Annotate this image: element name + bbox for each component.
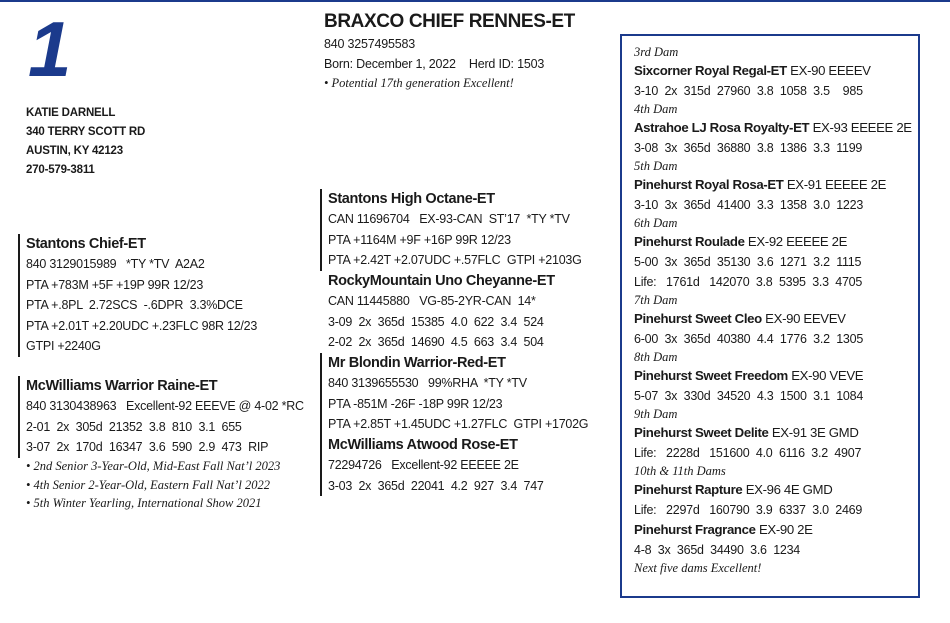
- dam-generation-label: 3rd Dam: [634, 45, 679, 59]
- sire-sire-line: PTA +2.42T +2.07UDC +.57FLC GTPI +2103G: [328, 253, 582, 267]
- lot-number: 1: [28, 5, 72, 93]
- dam-entry-name: Pinehurst Sweet Cleo: [634, 311, 762, 326]
- dam-sire-name: Mr Blondin Warrior-Red-ET: [328, 355, 506, 371]
- owner-city: AUSTIN, KY 42123: [26, 145, 123, 157]
- sire-line: 840 3129015989 *TY *TV A2A2: [26, 257, 205, 271]
- animal-name: BRAXCO CHIEF RENNES-ET: [324, 11, 575, 32]
- dam-dam-block: [320, 435, 544, 496]
- dam-entry: [634, 175, 918, 195]
- dam-line: 2-01 2x 305d 21352 3.8 810 3.1 655: [26, 419, 242, 434]
- dam-entry: [634, 61, 918, 81]
- dam-generation-label: 10th & 11th Dams: [634, 464, 726, 478]
- sire-line: GTPI +2240G: [26, 339, 101, 353]
- dam-sire-block: [320, 353, 588, 435]
- dam-sire-line: PTA -851M -26F -18P 99R 12/23: [328, 396, 503, 411]
- sire-line: PTA +2.01T +2.20UDC +.23FLC 98R 12/23: [26, 318, 258, 333]
- dam-show-note: • 4th Senior 2-Year-Old, Eastern Fall Nat’l 2022: [26, 477, 270, 492]
- dam-entry: [634, 118, 918, 138]
- owner-address: 340 TERRY SCOTT RD: [26, 126, 146, 138]
- dam-entry-score: EX-90 EEVEV: [765, 311, 846, 326]
- sire-dam-block: [320, 271, 555, 353]
- dam-entry-record: Life: 2297d 160790 3.9 6337 3.0 2469: [634, 503, 863, 517]
- dam-show-note: • 5th Winter Yearling, International Show 2021: [26, 496, 262, 510]
- sire-sire-block: [320, 189, 582, 271]
- dam-entry-record: Life: 2228d 151600 4.0 6116 3.2 4907: [634, 446, 862, 460]
- sire-dam-line: 3-09 2x 365d 15385 4.0 622 3.4 524: [328, 314, 544, 329]
- sire-sire-name: Stantons High Octane-ET: [328, 191, 495, 207]
- sire-line: PTA +783M +5F +19P 99R 12/23: [26, 277, 204, 292]
- dam-entry-name: Pinehurst Roulade: [634, 234, 745, 249]
- dam-entry-name: Pinehurst Sweet Delite: [634, 425, 769, 440]
- sire-sire-line: CAN 11696704 EX-93-CAN ST’17 *TY *TV: [328, 212, 570, 226]
- owner-name: KATIE DARNELL: [26, 107, 116, 119]
- dam-dam-line: 3-03 2x 365d 22041 4.2 927 3.4 747: [328, 478, 544, 493]
- dam-entry-name: Astrahoe LJ Rosa Royalty-ET: [634, 120, 810, 135]
- sire-sire-line: PTA +1164M +9F +16P 99R 12/23: [328, 232, 511, 247]
- dam-entry-score: EX-92 EEEEE 2E: [747, 234, 848, 249]
- dam-entry-name: Sixcorner Royal Regal-ET: [634, 63, 787, 78]
- dam-entry-record: 3-10 2x 315d 27960 3.8 1058 3.5 985: [634, 84, 863, 98]
- maternal-line-box: [620, 34, 920, 598]
- dam-entry-record: 5-00 3x 365d 35130 3.6 1271 3.2 1115: [634, 255, 862, 269]
- dam-block: [18, 376, 304, 458]
- sire-dam-name: RockyMountain Uno Cheyanne-ET: [328, 273, 555, 289]
- dam-sire-line: 840 3139655530 99%RHA *TY *TV: [328, 376, 527, 390]
- footer-note: Next five dams Excellent!: [634, 561, 762, 575]
- dam-generation-label: 8th Dam: [634, 350, 678, 364]
- dam-entry-score: EX-91 3E GMD: [771, 425, 859, 440]
- animal-header: [324, 10, 575, 92]
- dam-entry: [634, 232, 918, 252]
- top-rule: [0, 0, 950, 2]
- dam-generation-label: 9th Dam: [634, 407, 678, 421]
- sire-block: [18, 234, 257, 357]
- dam-entry-name: Pinehurst Fragrance: [634, 522, 756, 537]
- dam-entry: [634, 520, 918, 540]
- dam-show-note: • 2nd Senior 3-Year-Old, Mid-East Fall Nat’l 2023: [26, 459, 281, 473]
- dam-entry-score: EX-90 2E: [758, 522, 813, 537]
- dam-entry: [634, 309, 918, 329]
- dam-generation-label: 4th Dam: [634, 102, 678, 116]
- dam-entry-record: 3-08 3x 365d 36880 3.8 1386 3.3 1199: [634, 141, 863, 155]
- owner-phone: 270-579-3811: [26, 164, 95, 176]
- sire-dam-line: CAN 11445880 VG-85-2YR-CAN 14*: [328, 294, 536, 308]
- dam-line: 3-07 2x 170d 16347 3.6 590 2.9 473 RIP: [26, 440, 269, 454]
- dam-entry-name: Pinehurst Royal Rosa-ET: [634, 177, 784, 192]
- dam-entry-name: Pinehurst Sweet Freedom: [634, 368, 788, 383]
- dam-entry-record: 5-07 3x 330d 34520 4.3 1500 3.1 1084: [634, 389, 864, 403]
- dam-generation-label: 5th Dam: [634, 159, 678, 173]
- dam-entry-score: EX-90 EEEEV: [790, 63, 871, 78]
- dam-entry-score: EX-91 EEEEE 2E: [786, 177, 887, 192]
- animal-registration: 840 3257495583: [324, 37, 416, 51]
- dam-entry: [634, 366, 918, 386]
- sire-line: PTA +.8PL 2.72SCS -.6DPR 3.3%DCE: [26, 298, 243, 312]
- dam-line: 840 3130438963 Excellent-92 EEEVE @ 4-02 *RC: [26, 399, 304, 413]
- sire-dam-line: 2-02 2x 365d 14690 4.5 663 3.4 504: [328, 335, 544, 349]
- dam-name: McWilliams Warrior Raine-ET: [26, 378, 218, 394]
- dam-entry-record: 3-10 3x 365d 41400 3.3 1358 3.0 1223: [634, 198, 864, 212]
- dam-entry-score: EX-93 EEEEE 2E: [812, 120, 912, 135]
- dam-generation-label: 6th Dam: [634, 216, 678, 230]
- dam-entry: [634, 423, 918, 443]
- animal-note: • Potential 17th generation Excellent!: [324, 76, 514, 90]
- animal-born: Born: December 1, 2022 Herd ID: 1503: [324, 57, 545, 71]
- dam-entry-score: EX-90 VEVE: [787, 368, 864, 383]
- dam-entry-score: EX-96 4E GMD: [745, 482, 833, 497]
- sire-name: Stantons Chief-ET: [26, 236, 146, 252]
- dam-sire-line: PTA +2.85T +1.45UDC +1.27FLC GTPI +1702G: [328, 417, 589, 431]
- dam-entry-lifetime: Life: 1761d 142070 3.8 5395 3.3 4705: [634, 275, 863, 289]
- dam-show-notes: [18, 457, 280, 513]
- dam-entry-name: Pinehurst Rapture: [634, 482, 743, 497]
- dam-dam-name: McWilliams Atwood Rose-ET: [328, 437, 518, 453]
- dam-entry: [634, 480, 918, 500]
- dam-entry-record: 4-8 3x 365d 34490 3.6 1234: [634, 543, 800, 557]
- owner-info: [26, 104, 145, 180]
- dam-entry-record: 6-00 3x 365d 40380 4.4 1776 3.2 1305: [634, 332, 864, 346]
- dam-generation-label: 7th Dam: [634, 293, 678, 307]
- dam-dam-line: 72294726 Excellent-92 EEEEE 2E: [328, 458, 519, 472]
